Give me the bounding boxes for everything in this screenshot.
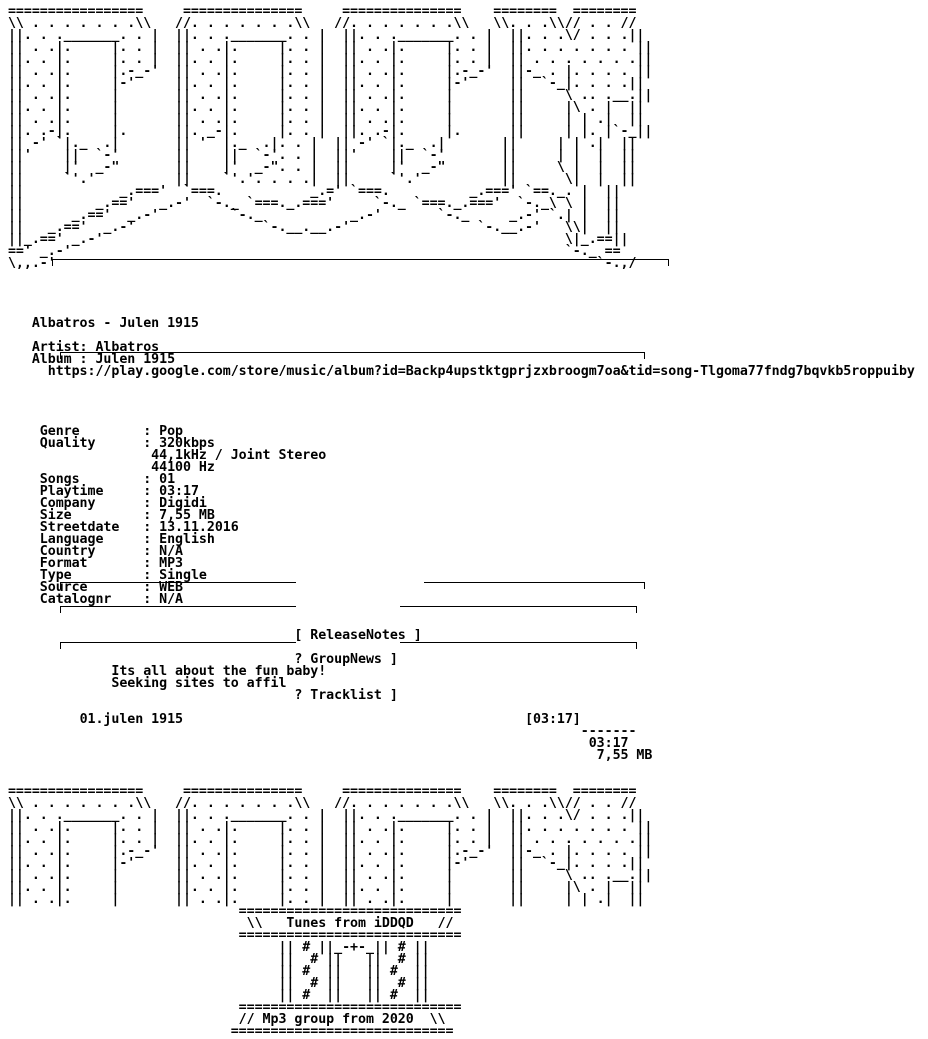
mp3-group: // Mp3 group from 2020 \\ [238, 1012, 446, 1027]
group-news-header: ? GroupNews ] [294, 652, 398, 667]
logo-line: ||. . |. |-' ||. . |. |. . | ||. . |. |-' || `-_|. . . .|| [0, 76, 645, 91]
logo-line: ||. . |. |. . | ||. . |. |. . | ||. . |. |. . | || . . . . . . .|| [0, 832, 653, 847]
info-value: WEB [159, 580, 183, 595]
totals-rule: ------- [580, 724, 637, 739]
info-value: 7,55 MB [159, 508, 215, 523]
footer-banner-line: ============================ [0, 1000, 462, 1015]
logo-line: ================= =============== =============== ======== ======== [0, 784, 637, 799]
group-news-text: Seeking sites to affil [111, 676, 287, 691]
artist: Artist: Albatros [31, 340, 160, 355]
info-row: Catalognr : N/A [39, 592, 183, 607]
nfo-text [0, 6, 928, 1038]
footer-banner-line: ============================ [0, 1024, 454, 1039]
logo-line: \\ . . . . . . .\\ //. . . . . . .\\ //. . . . . . .\\ \\. . .\\// . . // [0, 16, 637, 31]
footer-banner-line: ============================ [0, 904, 462, 919]
logo-line: || . .|. |.-_-' || . .|. |. . | || . .|. |.-_-' ||-_ . |. . . . || [0, 844, 653, 859]
info-value: 03:17 [159, 484, 199, 499]
release-notes-header: [ ReleaseNotes ] [294, 628, 422, 643]
logo-line: || . .|. |.-_-' || . .|. |. . | || . .|. |.-_-' ||-_ . |. . . . || [0, 64, 653, 79]
info-row: Country : N/A [39, 544, 184, 559]
info-value: 44100 Hz [151, 460, 215, 475]
logo-line: ================= =============== =============== ======== ======== [0, 4, 637, 19]
group-news-text: Its all about the fun baby! [111, 664, 327, 679]
info-label: Source [39, 580, 88, 595]
logo-line: || _.==' _.-' `-._ _.-' `-._ _.-' `.| | || [0, 208, 621, 223]
info-value: 44,1kHz / Joint Stereo [151, 448, 327, 463]
info-label: Company [39, 496, 96, 511]
release-box-left-tick [52, 259, 53, 266]
info-label: Language [39, 532, 104, 547]
release-title-line [0, 318, 928, 330]
logo-line: \,,.-' `-.,/ [0, 256, 637, 271]
totals-size-line [0, 750, 928, 762]
info-value: MP3 [159, 556, 183, 571]
group-news-right-tick [636, 606, 637, 613]
group-news-left-tick [60, 606, 61, 613]
release-notes-rule-left [60, 582, 296, 583]
release-notes-right-tick [644, 582, 645, 589]
footer-banner-line [0, 1014, 928, 1026]
store-url[interactable]: https://play.google.com/store/music/album?id=Backp4upstktgprjzxbroogm7oa&tid=song-Tlgoma77fndg7bqvkb5roppuiby [47, 364, 915, 379]
info-value: 320kbps [159, 436, 215, 451]
footer-banner-line: \\ Tunes from iDDQD // [0, 916, 454, 931]
info-value: English [159, 532, 215, 547]
logo-line: || . .|. | || . .|. |. . | || . .|. | || \ .. .__.|| [0, 88, 653, 103]
info-label: Format [39, 556, 88, 571]
tunes-from: Tunes from iDDQD [286, 916, 414, 931]
footer-banner-line: || # || || # || [0, 988, 430, 1003]
logo-line: || . .|. |. . | || . .|. |. . | || . .|. |. . | ||. . . . . . . || [0, 40, 653, 55]
info-row: Company : Digidi [39, 496, 207, 511]
info-box-left-tick [60, 352, 61, 359]
info-box-top-rule [60, 352, 644, 353]
logo-line: ||' || `-' || || `-'. . | ||' || `-' || | | | || [0, 148, 637, 163]
info-label: Country [39, 544, 96, 559]
tracklist-header: ? Tracklist ] [294, 688, 398, 703]
info-label: Quality [39, 436, 96, 451]
tracklist-header-line [0, 690, 928, 702]
tracklist-rule-left [60, 642, 296, 643]
info-row: Format : MP3 [39, 556, 183, 571]
info-value: Digidi [159, 496, 207, 511]
logo-line: || _.==' _.-' `-.__.__.-' `-.__.-' \\| || [0, 220, 621, 235]
tracklist-right-tick [636, 642, 637, 649]
info-row: Songs : 01 [39, 472, 176, 487]
tracklist-left-tick [60, 642, 61, 649]
footer-banner-line: || # || || # || [0, 952, 430, 967]
info-label: Songs [39, 472, 80, 487]
info-row: Size : 7,55 MB [39, 508, 215, 523]
info-row: Streetdate : 13.11.2016 [39, 520, 239, 535]
release-box-right-tick [668, 259, 669, 266]
totals-time: 03:17 [588, 736, 629, 751]
logo-line: ||. . |. | ||. . |. |. . | ||. . |. | || |\ . | || [0, 880, 645, 895]
info-label: Streetdate [39, 520, 120, 535]
release-notes-rule-right [424, 582, 644, 583]
footer-banner-line: || # || || # || [0, 976, 430, 991]
logo-line: || . .|. | || . .|. |. . | || . .|. | || | | .| || [0, 892, 645, 907]
tracklist-rule-right [400, 642, 636, 643]
info-label: Genre [39, 424, 80, 439]
totals-size: 7,55 MB [596, 748, 653, 763]
info-row: Source : WEB [39, 580, 183, 595]
footer-banner-line: || # || || # || [0, 964, 430, 979]
logo-line: || . .|. | || . .|. |. . | || . .|. | || | | .| || [0, 112, 645, 127]
release-title: Albatros - Julen 1915 [31, 316, 199, 331]
info-row: Quality : 320kbps [39, 436, 215, 451]
info-label: Playtime [39, 484, 104, 499]
logo-line: || . .|. | || . .|. |. . | || . .|. | || \ .. .__.|| [0, 868, 653, 883]
logo-line: || _.==' _.-' `-._ `===._.===' `-._ `===._.===' `-._\ \ | || [0, 196, 621, 211]
info-label: Size [39, 508, 72, 523]
logo-line: ||. . |. |. . | ||. . |. |. . | ||. . |. |. . | || . . . . . . .|| [0, 52, 653, 67]
group-news-rule-left [60, 606, 296, 607]
info-label: Type [39, 568, 72, 583]
release-box-top-rule [52, 259, 668, 260]
album: Album : Julen 1915 [31, 352, 176, 367]
info-value: N/A [159, 592, 183, 607]
track-name: 01.julen 1915 [79, 712, 183, 727]
info-value: 01 [159, 472, 176, 487]
logo-line: ||. .-|. |. ||. _-|. |. . | ||. .-|. |. || | |. |`-_|| [0, 124, 653, 139]
logo-line: ||. . ._______. . | ||. . ._______. . | ||. . ._______. . | ||. . .\/ . . .|| [0, 28, 645, 43]
logo-line: \\ . . . . . . .\\ //. . . . . . .\\ //. . . . . . .\\ \\. . .\\// . . // [0, 796, 637, 811]
logo-line: ||. . |. |-' ||. . |. |. . | ||. . |. |-' || `-_|. . . .|| [0, 856, 645, 871]
info-row: Playtime : 03:17 [39, 484, 199, 499]
logo-line: || `'.' || `'.'. . . .| || `'.' || \| | || [0, 172, 637, 187]
footer-banner-line: || # ||_-+-_|| # || [0, 940, 430, 955]
logo-line: ||. . |. | ||. . |. |. . | ||. . |. | || |\ . | || [0, 100, 645, 115]
info-row: Language : English [39, 532, 215, 547]
logo-line: ||. . ._______. . | ||. . ._______. . | ||. . ._______. . | ||. . .\/ . . .|| [0, 808, 645, 823]
info-value: 13.11.2016 [159, 520, 239, 535]
info-label: Catalognr [39, 592, 112, 607]
info-row: Type : Single [39, 568, 207, 583]
url-line [0, 366, 928, 378]
logo-line: ==' _.-' `-._ == [0, 244, 621, 259]
logo-line: || _.===' `===. _.=' `===. _.===' `==._. | || [0, 184, 621, 199]
logo-line: || -' `|._ .| || ' |._ .|. . | || -' `|._ .| || | | .| || [0, 136, 637, 151]
info-value: N/A [159, 544, 184, 559]
footer-banner-line: ============================ [0, 928, 462, 943]
track-time: [03:17] [525, 712, 581, 727]
logo-line: ||_.==' _.-' \|_.==|| [0, 232, 629, 247]
logo-line: || |' _-" || |' _-". . | || |' _-" || \ | | || [0, 160, 637, 175]
info-value: Single [159, 568, 207, 583]
release-notes-left-tick [60, 582, 61, 589]
group-news-rule-right [400, 606, 636, 607]
info-row: Genre : Pop [39, 424, 183, 439]
release-notes-header-line [0, 630, 928, 642]
info-box-right-tick [644, 352, 645, 359]
info-value: Pop [159, 424, 183, 439]
logo-line: || . .|. |. . | || . .|. |. . | || . .|. |. . | ||. . . . . . . || [0, 820, 653, 835]
